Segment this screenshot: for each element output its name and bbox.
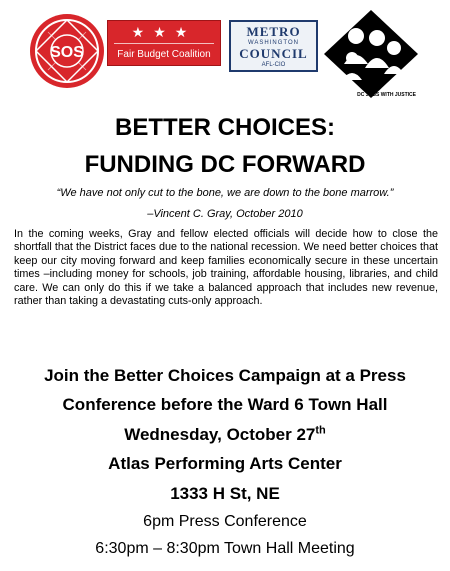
metro-line1: METRO — [246, 24, 301, 39]
cta-line-2: Conference before the Ward 6 Town Hall — [62, 395, 388, 414]
sos-logo — [28, 12, 106, 90]
event-address: 1333 H St, NE — [170, 484, 280, 503]
quote-text: “We have not only cut to the bone, we are down to the bone marrow.” — [56, 187, 394, 199]
jwj-map-graphic — [322, 8, 420, 100]
metro-line3: COUNCIL — [239, 46, 308, 61]
title-line-1: BETTER CHOICES: — [114, 114, 335, 141]
sos-logo-text: SOS — [50, 44, 84, 61]
metro-line2: WASHINGTON — [247, 40, 299, 46]
title-line-2: FUNDING DC FORWARD — [84, 151, 366, 178]
fbc-name: Fair Budget Coalition — [117, 49, 211, 60]
jwj-caption: DC JOBS WITH JUSTICE — [357, 92, 416, 98]
event-venue: Atlas Performing Arts Center — [108, 454, 342, 473]
event-date-suffix: th — [315, 424, 326, 437]
town-hall-time: 6:30pm – 8:30pm Town Hall Meeting — [95, 540, 355, 557]
body-paragraph: In the coming weeks, Gray and fellow elected officials will decide how to close the shortfall that the District faces due to the national recession. We need better choices that keep our city moving forward and keep families economically secure in these uncertain times –including money for schools, job training, affordable housing, libraries, and child care. We can only do this if we take a balanced approach that includes new revenue, rather than taking a devastating cuts-only approach. — [14, 228, 438, 308]
fbc-stars: ★★★ — [131, 24, 197, 40]
cta-line-1: Join the Better Choices Campaign at a Press — [44, 366, 406, 385]
event-date-text: Wednesday, October 27 — [124, 425, 316, 444]
fair-budget-coalition-logo — [107, 20, 221, 66]
quote-attribution: –Vincent C. Gray, October 2010 — [147, 208, 303, 220]
logo-banner — [0, 0, 450, 104]
fbc-divider — [114, 43, 214, 44]
event-date — [0, 425, 450, 445]
metro-council-logo — [229, 20, 318, 72]
metro-line4: AFL-CIO — [261, 62, 286, 68]
press-conference-time: 6pm Press Conference — [143, 513, 307, 530]
jobs-with-justice-logo — [322, 8, 420, 100]
